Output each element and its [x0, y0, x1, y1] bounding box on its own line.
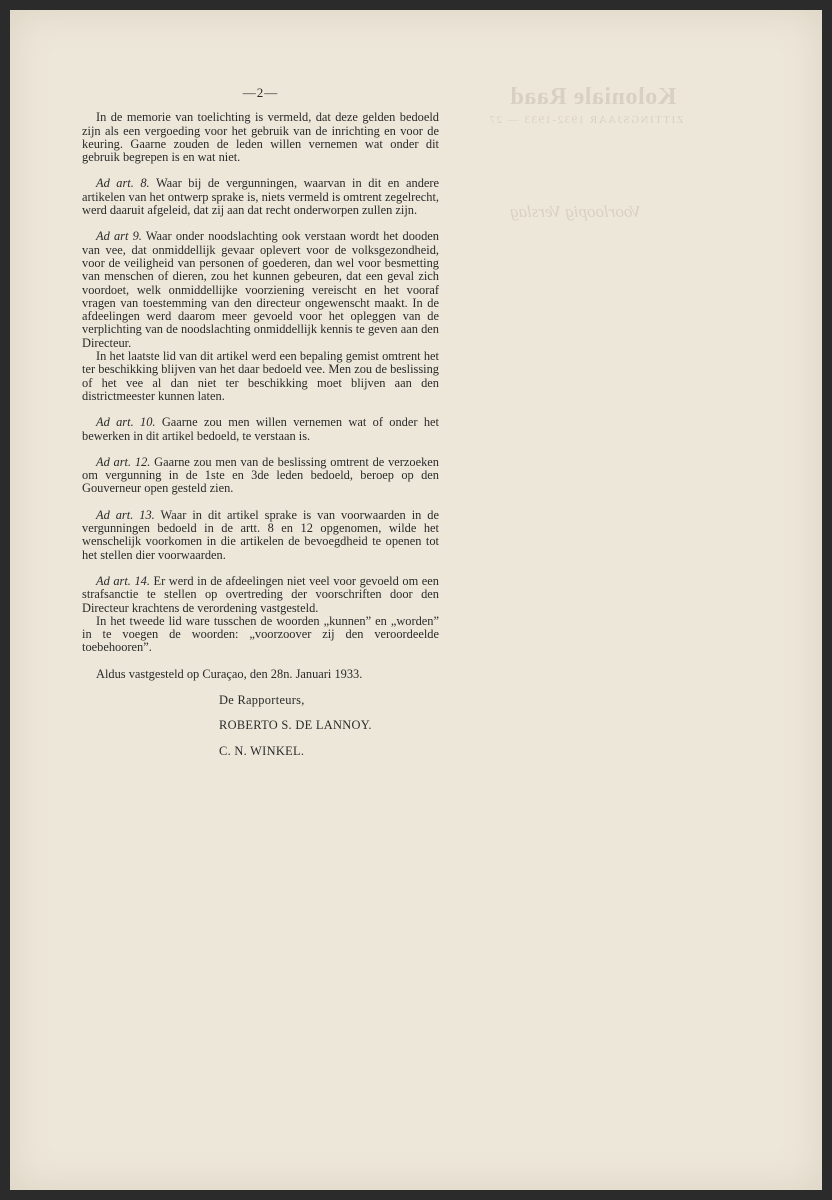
- paragraph-art-14-continued: [82, 615, 439, 655]
- article-reference: Ad art 9.: [96, 229, 142, 244]
- signatory-de-lannoy: ROBERTO S. DE LANNOY.: [219, 718, 372, 733]
- bleed-through-title: Voorloopig Verslag: [510, 202, 641, 221]
- paragraph-text: In het tweede lid ware tusschen de woorden „kunnen” en „worden” in te voegen de woorden: „voorzoover zij den veroordeelde toebehooren”.: [82, 613, 439, 655]
- text-column: [82, 86, 439, 758]
- bleed-through-heading: Koloniale Raad: [510, 84, 677, 110]
- article-reference: Ad art. 12.: [96, 454, 151, 469]
- article-reference: Ad art. 14.: [96, 573, 150, 588]
- paragraph-text: Gaarne zou men van de beslissing omtrent de verzoeken om vergunning in de 1ste en 3de leden bedoeld, beroep op den Gouverneur open gesteld zien.: [82, 454, 439, 496]
- paragraph-art-13: [82, 509, 439, 562]
- signatories-label: De Rapporteurs,: [219, 692, 305, 707]
- document-page: [10, 10, 822, 1190]
- paragraph-art-9: [82, 230, 439, 350]
- closing-statement: Aldus vastgesteld op Curaçao, den 28n. Januari 1933.: [96, 666, 363, 681]
- paragraph-text: In het laatste lid van dit artikel werd een bepaling gemist omtrent het ter beschikking blijven van het daar bedoeld vee. Men zou de beslissing of het vee al dan niet ter beschikking moet blijven aan den districtmeester kunnen laten.: [82, 349, 439, 403]
- paragraph-art-9-continued: [82, 350, 439, 403]
- paragraph-art-10: [82, 416, 439, 443]
- article-reference: Ad art. 13.: [96, 507, 155, 522]
- paragraph-art-8: [82, 177, 439, 217]
- paragraph-art-14: [82, 575, 439, 615]
- article-reference: Ad art. 10.: [96, 415, 156, 430]
- paragraph-art-12: [82, 456, 439, 496]
- paragraph-text: Gaarne zou men willen vernemen wat of onder het bewerken in dit artikel bedoeld, te verstaan is.: [82, 415, 439, 443]
- paragraph-text: Er werd in de afdeelingen niet veel voor gevoeld om een strafsanctie te stellen op overtreding der voorschriften door den Directeur krachtens de verordening vastgesteld.: [82, 573, 439, 615]
- paragraph-text: Waar in dit artikel sprake is van voorwaarden in de vergunningen bedoeld in de artt. 8 en 12 opgenomen, wilde het wenschelijk voorkomen in die artikelen de bevoegdheid te openen tot het stellen dier voorwaarden.: [82, 507, 440, 562]
- paragraph-text: In de memorie van toelichting is vermeld, dat deze gelden bedoeld zijn als een vergoeding voor het gebruik van de inrichting en voor de keuring. Gaarne zouden de leden willen vernemen wat onder dit gebruik begrepen is en wat niet.: [82, 110, 439, 165]
- paragraph-memorie: [82, 111, 439, 164]
- signatory-winkel: C. N. WINKEL.: [219, 743, 305, 758]
- article-reference: Ad art. 8.: [96, 176, 150, 191]
- paragraph-text: Waar bij de vergunningen, waarvan in dit en andere artikelen van het ontwerp sprake is, niets vermeld is omtrent zegelrecht, werd daaruit afgeleid, dat zij aan dat recht onderworpen zullen zijn.: [82, 176, 440, 218]
- bleed-through-subheading: ZITTINGSJAAR 1932-1933 — 27: [488, 114, 684, 126]
- page-number: —2—: [242, 85, 279, 100]
- paragraph-text: Waar onder noodslachting ook verstaan wordt het dooden van vee, dat onmiddellijk gevaar oplevert voor de volksgezondheid, voor de veiligheid van personen of goederen, dan wel voor besmetting van menschen of dieren, zou het kunnen gebeuren, dat een geval zich voordoet, welk onmiddellijke voorziening vereischt en het vooraf vragen van toestemming van den directeur ongewenscht maakt. In de afdeelingen werd daarom meer gevoeld voor het opleggen van de verplichting van de noodslachting onmiddellijk kennis te geven aan den Directeur.: [82, 229, 439, 350]
